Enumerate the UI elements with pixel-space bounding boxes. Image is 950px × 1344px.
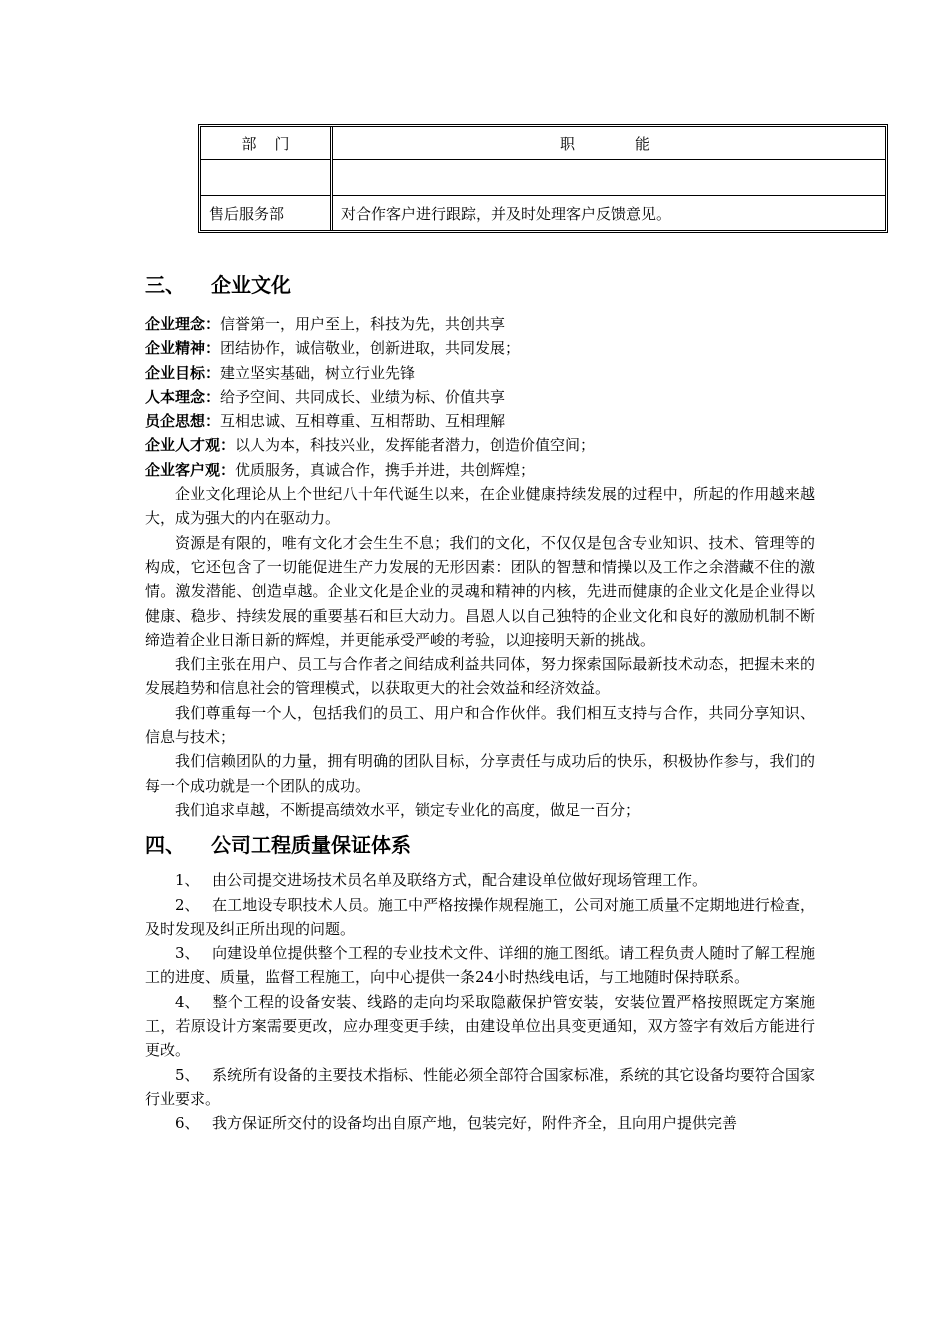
value-label: 企业理念：: [145, 315, 221, 333]
section-title: 公司工程质量保证体系: [211, 833, 411, 858]
list-item-text: 系统所有设备的主要技术指标、性能必须全部符合国家标准，系统的其它设备均要符合国家行业要求。: [145, 1065, 815, 1108]
value-label: 人本理念：: [145, 387, 221, 406]
section-number: 四、: [145, 833, 185, 858]
table-cell: [332, 160, 886, 196]
list-item-text: 由公司提交进场技术员名单及联络方式，配合建设单位做好现场管理工作。: [212, 871, 708, 890]
body-paragraph: 我们信赖团队的力量，拥有明确的团队目标，分享责任与成功后的快乐，积极协作参与，我们的每一个成功就是一个团队的成功。: [145, 752, 815, 795]
value-label: 员企思想：: [145, 412, 221, 431]
value-text: 优质服务，真诚合作，携手并进，共创辉煌；: [235, 460, 536, 479]
header-function: 职能: [332, 127, 886, 160]
table-row: [201, 160, 885, 196]
section-number: 三、: [145, 273, 185, 297]
table-row: [201, 196, 885, 231]
body-paragraph: 我们追求卓越，不断提高绩效水平，锁定专业化的高度，做足一百分；: [175, 800, 641, 819]
list-item-text: 在工地设专职技术人员。施工中严格按操作规程施工，公司对施工质量不定期地进行检查，及时发现及纠正所出现的问题。: [145, 895, 815, 938]
value-line: [145, 433, 815, 457]
list-item: [145, 990, 815, 1063]
list-item-number: 5、: [175, 1065, 200, 1084]
value-text: 给予空间、共同成长、业绩为标、价值共享: [220, 387, 506, 406]
table-cell: [201, 160, 332, 196]
body-paragraph: 我们主张在用户、员工与合作者之间结成利益共同体，努力探索国际最新技术动态，把握未来的发展趋势和信息社会的管理模式，以获取更大的社会效益和经济效益。: [145, 655, 815, 698]
department-function-table: [198, 124, 888, 233]
value-label: 企业目标：: [145, 363, 221, 382]
value-line: [145, 409, 815, 433]
list-item-number: 4、: [175, 992, 200, 1011]
list-item-number: 2、: [175, 895, 200, 914]
value-text: 建立坚实基础，树立行业先锋: [220, 363, 416, 382]
section-title: 企业文化: [211, 273, 291, 297]
list-item-text: 向建设单位提供整个工程的专业技术文件、详细的施工图纸。请工程负责人随时了解工程施工的进度、质量，监督工程施工，向中心提供一条24小时热线电话，与工地随时保持联系。: [145, 944, 815, 987]
value-text: 团结协作，诚信敬业，创新进取，共同发展；: [220, 339, 521, 358]
value-text: 以人为本，科技兴业，发挥能者潜力，创造价值空间；: [235, 436, 596, 455]
table-cell: 对合作客户进行跟踪，并及时处理客户反馈意见。: [332, 196, 886, 231]
body-paragraph: 资源是有限的，唯有文化才会生生不息；我们的文化，不仅仅是包含专业知识、技术、管理等的构成，它还包含了一切能促进生产力发展的无形因素：团队的智慧和情操以及工作之余潜藏不住的激情。激发潜能、创造卓越。企业文化是企业的灵魂和精神的内核，先进而健康的企业文化是企业得以健康、稳步、持续发展的重要基石和巨大动力。昌恩人以自己独特的企业文化和良好的激励机制不断缔造着企业日渐日新的辉煌，并更能承受严峻的考验，以迎接明天新的挑战。: [145, 533, 815, 649]
value-text: 互相忠诚、互相尊重、互相帮助、互相理解: [220, 412, 506, 431]
list-item-number: 6、: [175, 1114, 200, 1133]
list-item-number: 3、: [175, 944, 200, 963]
value-line: [145, 458, 815, 482]
section-heading-culture: [145, 262, 815, 308]
list-item-text: 整个工程的设备安装、线路的走向均采取隐蔽保护管安装，安装位置严格按照既定方案施工，若原设计方案需要更改，应办理变更手续，由建设单位出具变更通知，双方签字有效后方能进行更改。: [145, 992, 815, 1060]
list-item: [145, 941, 815, 990]
value-line: [145, 385, 815, 409]
value-label: 企业客户观：: [145, 460, 236, 479]
list-item: [145, 1111, 815, 1135]
body-paragraph: 企业文化理论从上个世纪八十年代诞生以来，在企业健康持续发展的过程中，所起的作用越来越大，成为强大的内在驱动力。: [145, 485, 815, 528]
section-heading-quality: [145, 822, 815, 868]
body-paragraph: 我们尊重每一个人，包括我们的员工、用户和合作伙伴。我们相互支持与合作，共同分享知识、信息与技术；: [145, 703, 815, 747]
list-item-number: 1、: [175, 871, 200, 890]
value-label: 企业人才观：: [145, 436, 236, 455]
list-item: [145, 868, 815, 892]
list-item: [145, 893, 815, 942]
document-body: [145, 262, 815, 1136]
value-line: [145, 361, 815, 385]
value-label: 企业精神：: [145, 339, 221, 358]
header-department: 部门: [201, 127, 332, 160]
table-header-row: [201, 127, 885, 160]
list-item-text: 我方保证所交付的设备均出自原产地，包装完好，附件齐全，且向用户提供完善: [212, 1114, 738, 1133]
list-item: [145, 1063, 815, 1112]
value-line: [145, 336, 815, 360]
value-text: 信誉第一，用户至上，科技为先，共创共享: [220, 315, 506, 333]
value-line: [145, 312, 815, 336]
table-cell: 售后服务部: [201, 196, 332, 231]
